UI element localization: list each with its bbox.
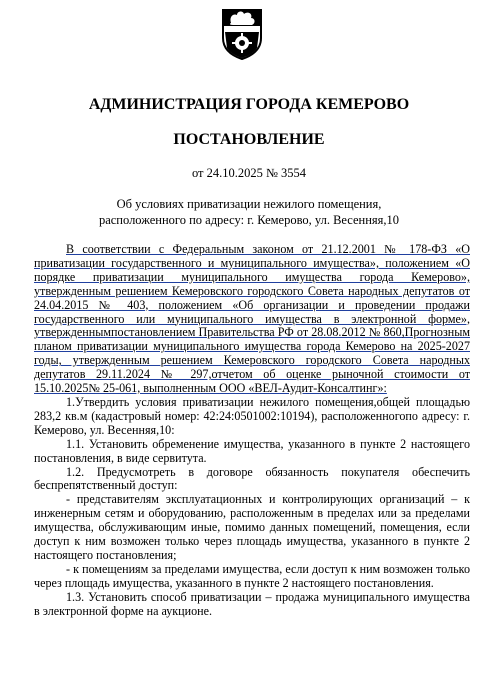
clause-1-1-paragraph: 1.1. Установить обременение имущества, указанного в пункте 2 настоящего постановления, в виде сервитута. bbox=[34, 436, 470, 465]
city-coat-of-arms-icon bbox=[221, 8, 263, 60]
subject-line-2: расположенного по адресу: г. Кемерово, ул. Весенняя,10 bbox=[98, 212, 400, 227]
preamble-paragraph: В соответствии с Федеральным законом от 21.12.2001 № 178-ФЗ «О приватизации государственного и муниципального имущества», положением «О порядке приватизации муниципального имущества города Кемерово», утвержденным решением Кемеровского городского Совета народных депутатов от 24.04.2015 № 403, положением «Об организации и проведении продажи государственного или муниципального имущества в электронной форме», утвержденнымпостановлением Правительства РФ от 28.08.2012 № 860,Прогнозным планом приватизации муниципального имущества города Кемерово на 2025-2027 годы, утвержденным решением Кемеровского городского Совета народных депутатов 29.11.2024 № 297,отчетом об оценке рыночной стоимости от 15.10.2025№ 25-061, выполненным ООО «ВЕЛ-Аудит-Консалтинг»: bbox=[34, 242, 470, 396]
clause-1-paragraph: 1.Утвердить условия приватизации нежилого помещения,общей площадью 283,2 кв.м (кадастровый номер: 42:24:0501002:10194), расположенногопо адресу: г. Кемерово, ул. Весенняя,10: bbox=[34, 394, 470, 437]
document-type: ПОСТАНОВЛЕНИЕ bbox=[173, 131, 325, 148]
clause-1-2-paragraph: 1.2. Предусмотреть в договоре обязанность покупателя обеспечить беспрепятственный доступ: bbox=[34, 464, 470, 493]
access-item-1-paragraph: - представителям эксплуатационных и контролирующих организаций – к инженерным сетям и оборудованию, расположенным в пределах или за пределами имущества, обслуживающим иные, помимо данных помещений, помещения, если доступ к ним возможен только через площадь имущества, указанного в пункте 2 настоящего постановления; bbox=[34, 492, 470, 562]
clause-1-3-paragraph: 1.3. Установить способ приватизации – продажа муниципального имущества в электронной форме на аукционе. bbox=[34, 589, 470, 618]
document-body bbox=[34, 243, 470, 618]
document-date-number: от 24.10.2025 № 3554 bbox=[191, 166, 307, 180]
organization-title: АДМИНИСТРАЦИЯ ГОРОДА КЕМЕРОВО bbox=[88, 96, 410, 113]
subject-line-1: Об условиях приватизации нежилого помещения, bbox=[116, 197, 382, 211]
access-item-2-paragraph: - к помещениям за пределами имущества, если доступ к ним возможен только через площадь имущества, указанного в пункте 2 настоящего постановления. bbox=[34, 561, 470, 590]
document-subject bbox=[0, 197, 498, 228]
